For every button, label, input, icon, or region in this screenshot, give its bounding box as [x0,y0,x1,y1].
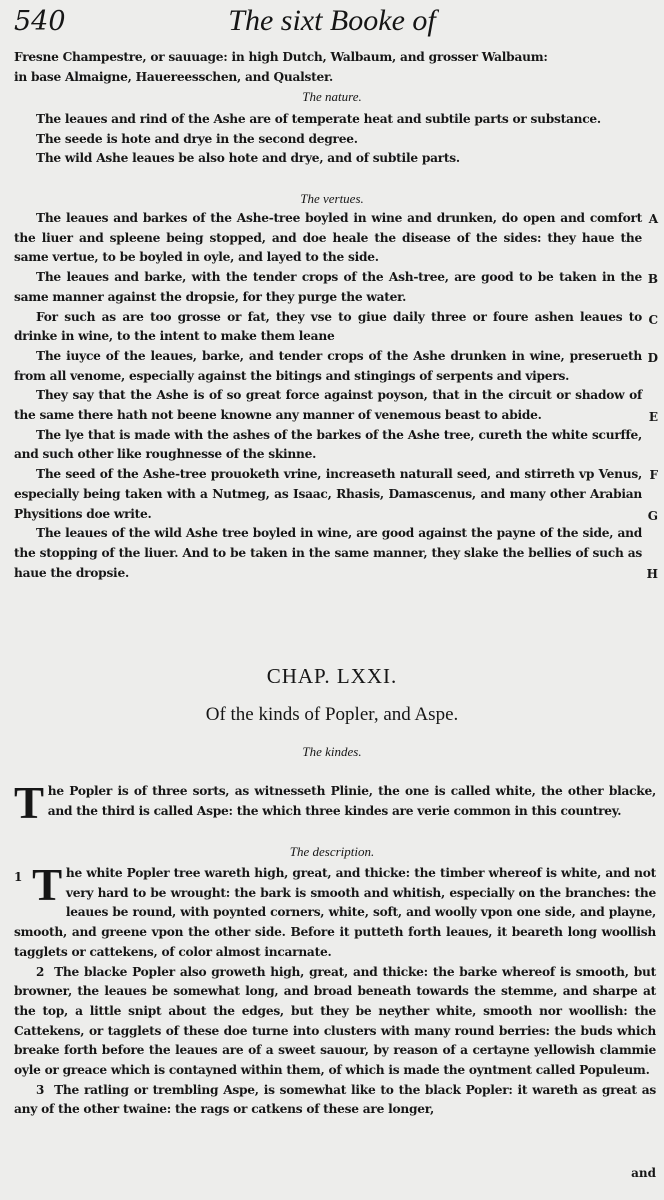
section-heading-description: The description. [289,844,375,859]
paragraph: The leaues of the wild Ashe tree boyled in wine, are good against the payne of the side, and the stopping of the liuer. And to be taken in the same manner, they slake the bellies of such as haue the dropsie. [14,526,642,580]
paragraph: For such as are too grosse or fat, they vse to giue daily three or foure ashen leaues to drinke in wine, to the intent to make them leane [14,309,642,344]
paragraph: he white Popler tree wareth high, great, and thicke: the timber whereof is white, and not very hard to be wrought: the bark is smooth and whitish, especially on the branches: the leaues be round, with poynted corners, white, soft, and woolly vpon one side, and playne, smooth, and greene vpon the other side. Before it putteth forth leaues, it beareth long woollish tagglets or cattekens, of color almost incarnate. [14,866,656,959]
text-line: in base Almaigne, Hauereesschen, and Qualster. [14,69,334,84]
margin-letter: E [648,410,658,424]
paragraph: The ratling or trembling Aspe, is somewhat like to the black Popler: it wareth as great as any of the other twaine: the rags or catkens of these are longer, [14,1082,656,1117]
paragraph: They say that the Ashe is of so great force against poyson, that in the circuit or shadow of the same there hath not beene knowne any manner of venemous beast to abide. [14,388,642,423]
text-line: Fresne Champestre, or sauuage: in high Dutch, Walbaum, and grosser Walbaum: [14,50,548,64]
vertues-section [14,209,642,583]
margin-letter: F [649,468,658,482]
margin-letter: H [646,567,658,581]
item-number: 2 [36,964,45,979]
drop-capital: T [14,778,44,828]
chapter-number: CHAP. LXXI. [266,664,398,688]
paragraph: The seed of the Ashe-tree prouoketh vrine, increaseth naturall seed, and stirreth vp Venus, especially being taken with a Nutmeg, as Isaac, Rhasis, Damascenus, and many other Arabian Physitions doe write. [14,467,642,521]
paragraph: The lye that is made with the ashes of the barkes of the Ashe tree, cureth the white scurffe, and such other like roughnesse of the skinne. [14,427,642,462]
catchword: and [631,1166,656,1180]
margin-letter: B [647,272,658,286]
paragraph: The iuyce of the leaues, barke, and tender crops of the Ashe drunken in wine, preserueth from all venome, especially against the bitings and stingings of serpents and vipers. [14,348,642,383]
section-heading-kindes: The kindes. [302,744,362,759]
description-item [14,963,656,1081]
drop-capital: T [32,864,62,910]
margin-letter: G [647,509,658,523]
page-header [0,2,664,44]
margin-letter: C [648,313,658,327]
margin-letter: A [648,212,658,226]
paragraph: The seede is hote and drye in the second degree. [36,131,358,146]
page-number: 540 [14,6,66,37]
section-heading-vertues: The vertues. [300,191,364,206]
section-heading-nature: The nature. [302,89,362,104]
paragraph: The blacke Popler also groweth high, great, and thicke: the barke whereof is smooth, but browner, the leaues be somewhat long, and broad beneath towards the stemme, and sharpe at the top, a little snipt about the edges, but they be neyther white, smooth nor woollish: the Cattekens, or tagglets of these doe turne into clusters with many round berries: the buds which breake forth before the leaues are of a sweet sauour, by reason of a certayne yellowish clammie oyle or greace which is contayned within them, of which is made the oyntment called Populeum. [14,964,656,1078]
paragraph: The leaues and rind of the Ashe are of temperate heat and subtile parts or substance. [36,112,601,126]
item-number: 1 [14,870,23,884]
kindes-section [14,778,656,828]
item-number: 3 [36,1082,45,1097]
paragraph: The leaues and barkes of the Ashe-tree boyled in wine and drunken, do open and comfort the liuer and spleene being stopped, and doe heale the disease of the sides: they haue the same vertue, to be boyled in oyle, and layed to the side. [14,211,642,265]
nature-section [14,110,656,169]
description-item [14,1081,656,1120]
margin-letter: D [647,351,658,365]
description-section [14,864,656,1120]
running-head: The sixt Booke of [228,4,436,37]
description-item [14,864,656,963]
chapter-title: Of the kinds of Popler, and Aspe. [205,704,459,725]
paragraph: The leaues and barke, with the tender crops of the Ash-tree, are good to be taken in the same manner against the dropsie, for they purge the water. [14,270,642,304]
paragraph: The wild Ashe leaues be also hote and drye, and of subtile parts. [36,151,460,166]
paragraph: he Popler is of three sorts, as witnesseth Plinie, the one is called white, the other blacke, and the third is called Aspe: the which three kindes are verie common in this countrey. [47,784,656,818]
synonyms-continued [14,48,656,87]
